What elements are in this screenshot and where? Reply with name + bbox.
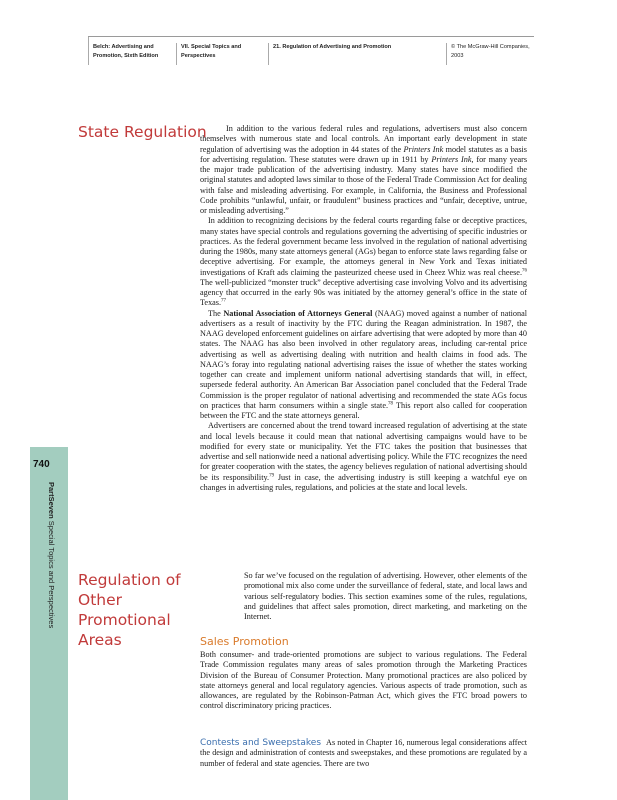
header-copyright: © The McGraw-Hill Companies, 2003 [446, 43, 539, 65]
page-header [88, 36, 534, 67]
contests-body [200, 738, 527, 769]
paragraph: Advertisers are concerned about the trend toward increased regulation of advertising at the state and local levels because it could mean that national advertising campaigns would have to be modified for every state or municipality. Yet the FTC takes the position that businesses that advertise and sell nationwide need a national advertising policy. While the FTC recognizes the need for greater cooperation with the states, the agency believes regulation of national advertising should be its responsibility.$^{79}$ Just in case, the advertising industry is still keeping a watchful eye on changes in advertising rules, regulations, and policies at the state and local levels. [200, 421, 527, 492]
part-number: PartSeven [47, 482, 56, 519]
paragraph: In addition to the various federal rules and regulations, advertisers must also concern themselves with numerous state and local controls. An important early development in state regulation of advertising was the adoption in 44 states of the Printers Ink model statutes as a basis for advertising regulation. These statutes were drawn up in 1911 by Printers Ink, for many years the major trade publication of the advertising industry. Many states have since modified the original statutes and adopted laws similar to those of the Federal Trade Commission Act for dealing with false and misleading advertising. For example, in California, the Business and Professional Code prohibits “unlawful, unfair, or fraudulent” business practices and “unfair, deceptive, untrue, or misleading advertising.” [200, 124, 528, 215]
part-label [47, 482, 56, 628]
header-part: VII. Special Topics and Perspectives [176, 43, 271, 65]
sales-promotion-body [200, 650, 527, 712]
paragraph: So far we’ve focused on the regulation of advertising. However, other elements of the promotional mix also come under the surveillance of federal, state, and local laws and various self-regulatory bodies. This section examines some of the rules, regulations, and guidelines that affect sales promotion, direct marketing, and marketing on the Internet. [244, 571, 527, 621]
page-number: 740 [33, 459, 50, 470]
paragraph: Both consumer- and trade-oriented promotions are subject to various regulations. The Federal Trade Commission regulates many areas of sales promotion through the Marketing Practices Division of the Bureau of Consumer Protection. Many promotional practices are also policed by state attorneys general and local regulatory agencies. Various aspects of trade promotion, such as allowances, are regulated by the Robinson-Patman Act, which gives the FTC broad powers to control discriminatory pricing practices. [200, 650, 527, 711]
other-promo-heading: Regulation of Other Promotional Areas [78, 571, 181, 649]
header-chapter: 21. Regulation of Advertising and Promotion [268, 43, 451, 65]
other-promo-intro [244, 571, 527, 622]
part-title: Special Topics and Perspectives [47, 518, 56, 629]
header-book-title: Belch: Advertising and Promotion, Sixth Edition [88, 43, 175, 65]
paragraph: The National Association of Attorneys General (NAAG) moved against a number of national advertisers as a result of inactivity by the FTC during the Reagan administration. In 1987, the NAAG developed enforcement guidelines on airfare advertising that were adopted by more than 40 states. The NAAG has also been involved in other regulatory areas, including car-rental price advertising as well as advertising dealing with nutrition and health claims in food ads. The NAAG’s foray into regulating national advertising raises the issue of whether the states working together can create and implement uniform national advertising standards that will, in effect, supersede federal authority. An American Bar Association panel concluded that the Federal Trade Commission is the proper regulator of national advertising and recommended the state AGs focus on practices that harm consumers within a single state.$^{78}$ This report also called for cooperation between the FTC and the state attorneys general. [200, 308, 527, 420]
paragraph: In addition to recognizing decisions by the federal courts regarding false or deceptive practices, many states have special controls and regulations governing the advertising of specific industries or practices. As the federal government became less involved in the regulation of national advertising during the 1980s, many state attorneys general (AGs) began to enforce state laws regarding false or deceptive advertising. For example, the attorneys general in New York and Texas initiated investigations of Kraft ads claiming the pasteurized cheese used in Cheez Whiz was real cheese.$^{76}$ The well-publicized “monster truck” deceptive advertising case involving Volvo and its advertising agency that occurred in the early 90s was initiated by the attorney general’s office in the state of Texas.$^{77}$ [200, 216, 527, 308]
sales-promotion-heading: Sales Promotion [200, 635, 289, 648]
state-regulation-body [200, 124, 527, 493]
contests-heading: Contests and Sweepstakes [200, 738, 322, 748]
paragraph: Contests and Sweepstakes As noted in Chapter 16, numerous legal considerations affect the design and administration of contests and sweepstakes, and these promotions are regulated by a number of federal and state agencies. There are two [200, 738, 527, 768]
state-regulation-heading: State Regulation [78, 123, 207, 141]
